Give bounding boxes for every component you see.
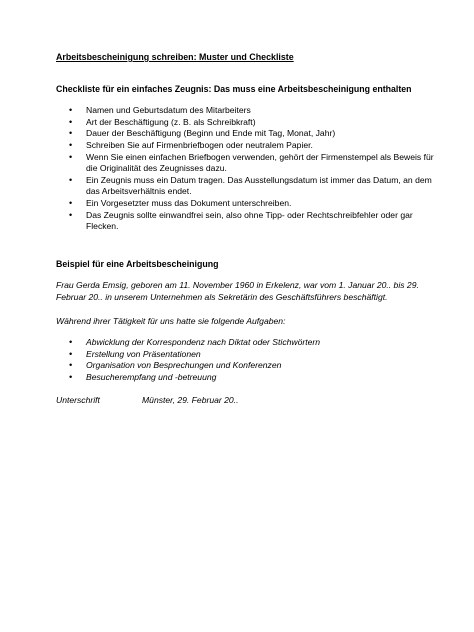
bullet-icon: • xyxy=(69,128,73,139)
signature-place-date: Münster, 29. Februar 20.. xyxy=(142,395,239,406)
document-title: Arbeitsbescheinigung schreiben: Muster und Checkliste xyxy=(56,52,294,62)
signature-label: Unterschrift xyxy=(56,395,100,406)
bullet-icon: • xyxy=(69,151,73,162)
bullet-icon: • xyxy=(69,174,73,185)
checklist-heading: Checkliste für ein einfaches Zeugnis: Das muss eine Arbeitsbescheinigung enthalten xyxy=(56,83,412,94)
list-item: • Abwicklung der Korrespondenz nach Diktat oder Stichwörtern xyxy=(69,337,321,348)
bullet-icon: • xyxy=(69,371,73,382)
tasks-intro: Während ihrer Tätigkeit für uns hatte sie folgende Aufgaben: xyxy=(56,315,286,326)
list-item: • Das Zeugnis sollte einwandfrei sein, also ohne Tipp- oder Rechtschreibfehler oder gar Flecken. xyxy=(69,209,413,232)
list-item: • Besucherempfang und -betreuung xyxy=(69,371,217,382)
list-item: • Art der Beschäftigung (z. B. als Schreibkraft) xyxy=(69,116,256,127)
task-list xyxy=(56,337,434,383)
bullet-icon: • xyxy=(69,139,73,150)
list-item: • Dauer der Beschäftigung (Beginn und Ende mit Tag, Monat, Jahr) xyxy=(69,128,336,139)
bullet-icon: • xyxy=(69,348,73,359)
list-item: • Erstellung von Präsentationen xyxy=(69,348,201,359)
bullet-icon: • xyxy=(69,360,73,371)
example-intro: Frau Gerda Emsig, geboren am 11. November 1960 in Erkelenz, war vom 1. Januar 20.. bis 29. Februar 20.. in unserem Unternehmen als Sekretärin des Geschäftsführers beschäftigt. xyxy=(56,280,419,302)
checklist-list xyxy=(56,105,434,233)
bullet-icon: • xyxy=(69,197,73,208)
list-item: • Ein Zeugnis muss ein Datum tragen. Das Ausstellungsdatum ist immer das Datum, an dem das Arbeitsverhältnis endet. xyxy=(69,174,432,197)
bullet-icon: • xyxy=(69,116,73,127)
bullet-icon: • xyxy=(69,209,73,220)
list-item: • Namen und Geburtsdatum des Mitarbeiters xyxy=(69,105,251,116)
signature-row xyxy=(56,395,434,407)
list-item: • Schreiben Sie auf Firmenbriefbogen oder neutralem Papier. xyxy=(69,139,313,150)
list-item: • Wenn Sie einen einfachen Briefbogen verwenden, gehört der Firmenstempel als Beweis für die Originalität des Zeugnisses dazu. xyxy=(69,151,434,174)
list-item: • Organisation von Besprechungen und Konferenzen xyxy=(69,360,282,371)
bullet-icon: • xyxy=(69,105,73,116)
bullet-icon: • xyxy=(69,337,73,348)
list-item: • Ein Vorgesetzter muss das Dokument unterschreiben. xyxy=(69,197,292,208)
example-heading: Beispiel für eine Arbeitsbescheinigung xyxy=(56,258,219,269)
